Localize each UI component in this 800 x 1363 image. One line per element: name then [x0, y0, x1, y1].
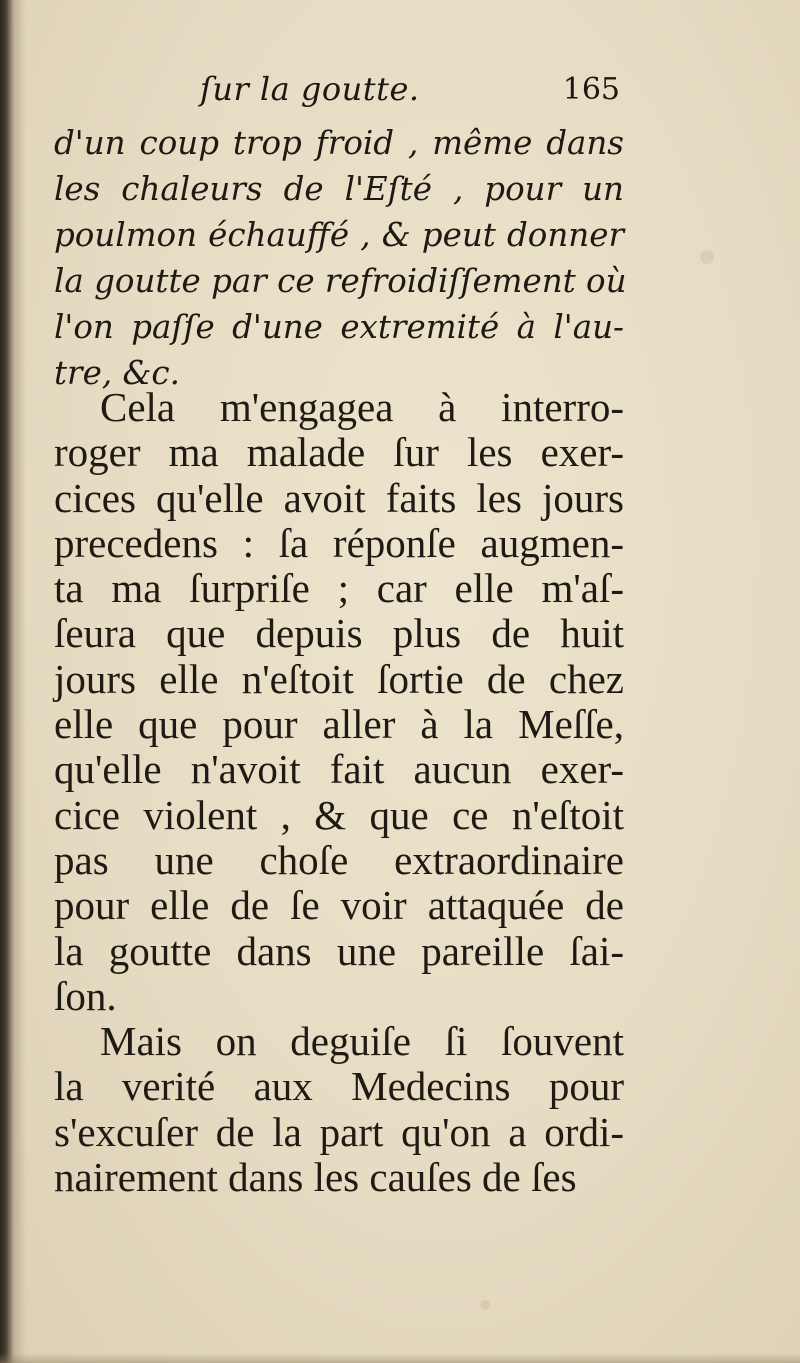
paper-stain — [700, 250, 714, 264]
text-line: nairement dans les cauſes de ſes — [54, 1154, 577, 1201]
text-line: ta ma ſurpriſe ; car elle m'aſ- — [54, 565, 624, 612]
running-head: ſur la goutte. — [200, 70, 420, 108]
text-line: qu'elle n'avoit fait aucun exer- — [54, 746, 624, 793]
page-header — [200, 70, 620, 110]
text-line: cice violent , & que ce n'eſtoit — [54, 791, 624, 838]
text-line: poulmon échauffé , & peut donner — [54, 216, 624, 254]
text-line: elle que pour aller à la Meſſe, — [54, 701, 624, 748]
page-edge-shadow — [0, 1353, 800, 1363]
page-number: 165 — [562, 72, 620, 107]
text-line: ſon. — [54, 972, 117, 1019]
text-line: jours elle n'eſtoit ſortie de chez — [54, 655, 624, 702]
text-line: tre, &c. — [54, 354, 180, 392]
text-line: la goutte par ce refroidiſſement où — [54, 262, 627, 300]
binding-gutter — [0, 0, 26, 1363]
italic-quotation — [54, 120, 627, 396]
paper-stain — [480, 1300, 490, 1310]
text-line: cices qu'elle avoit faits les jours — [54, 474, 624, 521]
text-line: d'un coup trop froid , même dans — [54, 124, 624, 162]
text-line: Cela m'engagea à interro- — [100, 384, 624, 430]
text-line: precedens : ſa réponſe augmen- — [54, 519, 624, 566]
text-line: pour elle de ſe voir attaquée de — [54, 882, 624, 929]
text-line: roger ma malade ſur les exer- — [54, 429, 624, 476]
text-line: Mais on deguiſe ſi ſouvent — [100, 1018, 624, 1065]
text-line: s'excuſer de la part qu'on a ordi- — [54, 1108, 624, 1155]
text-line: la verité aux Medecins pour — [54, 1063, 624, 1110]
text-line: la goutte dans une pareille ſai- — [54, 927, 624, 974]
body-text — [54, 385, 624, 1200]
text-line: ſeura que depuis plus de huit — [54, 610, 624, 657]
text-line: pas une choſe extraordinaire — [54, 836, 624, 883]
text-line: les chaleurs de l'Eſté , pour un — [54, 170, 624, 208]
text-line: l'on paſſe d'une extremité à l'au- — [54, 308, 624, 346]
